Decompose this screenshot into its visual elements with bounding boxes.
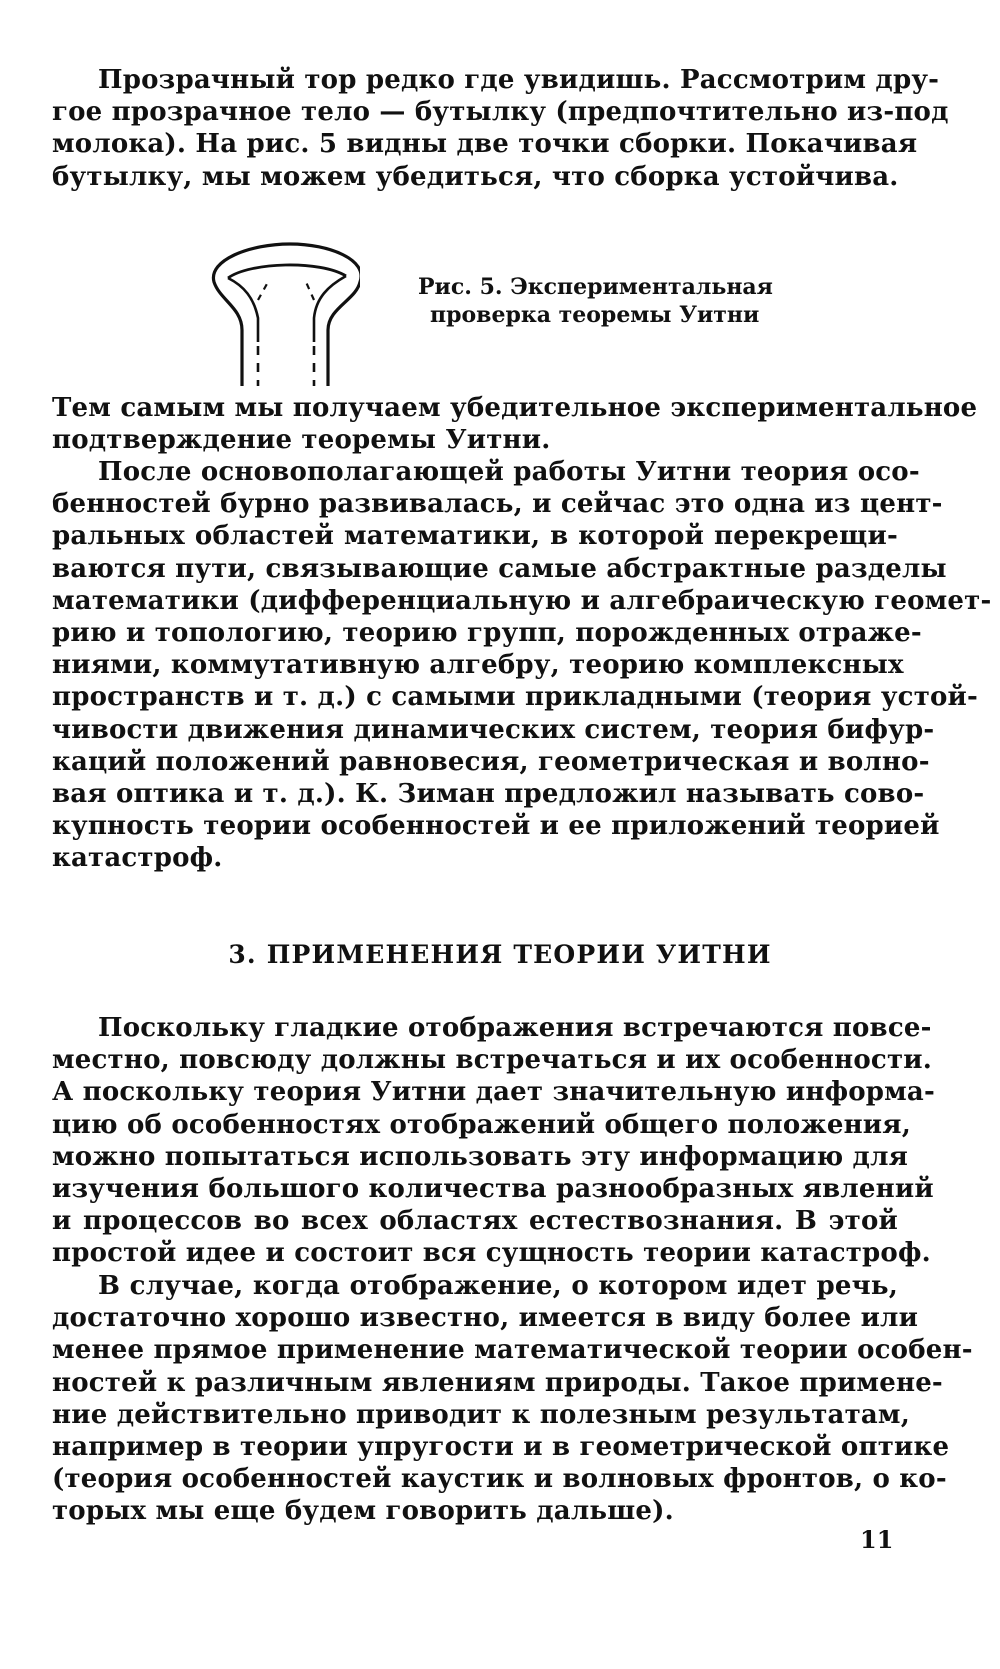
text-line: рию и топологию, теорию групп, порожденных отраже- (52, 618, 922, 649)
text-line: катастроф. (52, 843, 223, 874)
paragraph-4 (52, 1012, 935, 1270)
text-line: цию об особенностях отображений общего положения, (52, 1109, 911, 1140)
text-line: бенностей бурно развивалась, и сейчас это одна из цент- (52, 489, 943, 520)
text-line: простой идее и состоит вся сущность теории катастроф. (52, 1238, 931, 1269)
text-line: вая оптика и т. д.). К. Зиман предложил называть сово- (52, 779, 925, 810)
figure-caption-line: Рис. 5. Экспериментальная (418, 274, 773, 300)
text-line: достаточно хорошо известно, имеется в виду более или (52, 1303, 919, 1334)
text-line: (теория особенностей каустик и волновых фронтов, о ко- (52, 1464, 947, 1495)
text-line: и процессов во всех областях естествознания. В этой (52, 1206, 898, 1237)
text-line: После основополагающей работы Уитни теория осо- (98, 457, 920, 487)
text-line: ние действительно приводит к полезным результатам, (52, 1399, 910, 1430)
paragraph-3 (52, 456, 992, 875)
paragraph-1 (52, 64, 949, 193)
figure-caption-line: проверка теоремы Уитни (430, 302, 760, 328)
text-line: изучения большого количества разнообразных явлений (52, 1174, 934, 1205)
text-line: можно попытаться использовать эту информацию для (52, 1141, 909, 1172)
text-line: подтверждение теоремы Уитни. (52, 425, 551, 456)
text-line: местно, повсюду должны встречаться и их особенности. (52, 1045, 933, 1076)
text-line: каций положений равновесия, геометрическая и волно- (52, 746, 930, 777)
text-line: например в теории упругости и в геометрической оптике (52, 1432, 950, 1463)
bottle-diagram-icon (210, 238, 360, 388)
page-number: 11 (860, 1525, 894, 1554)
paragraph-2 (52, 392, 978, 456)
text-line: Поскольку гладкие отображения встречаются повсе- (98, 1013, 932, 1043)
text-line: чивости движения динамических систем, теория бифур- (52, 714, 935, 745)
text-line: бутылку, мы можем убедиться, что сборка устойчива. (52, 161, 899, 192)
text-line: ниями, коммутативную алгебру, теорию комплексных (52, 650, 904, 681)
text-line: менее прямое применение математической теории особен- (52, 1335, 973, 1366)
text-line: молока). На рис. 5 видны две точки сборки. Покачивая (52, 129, 918, 160)
text-line: ральных областей математики, в которой перекрещи- (52, 521, 898, 552)
figure-5 (210, 238, 360, 388)
text-line: пространств и т. д.) с самыми прикладными (теория устой- (52, 682, 979, 713)
paragraph-5 (52, 1270, 973, 1528)
text-line: купность теории особенностей и ее приложений теорией (52, 811, 940, 842)
text-line: ностей к различным явлениям природы. Такое примене- (52, 1367, 943, 1398)
text-line: Прозрачный тор редко где увидишь. Рассмотрим дру- (98, 65, 940, 95)
text-line: В случае, когда отображение, о котором идет речь, (98, 1271, 898, 1301)
text-line: гое прозрачное тело — бутылку (предпочтительно из-под (52, 97, 949, 128)
text-line: торых мы еще будем говорить дальше). (52, 1496, 674, 1527)
text-line: А поскольку теория Уитни дает значительную информа- (52, 1077, 935, 1108)
text-line: Тем самым мы получаем убедительное экспериментальное (52, 393, 978, 423)
section-heading: 3. ПРИМЕНЕНИЯ ТЕОРИИ УИТНИ (228, 940, 772, 969)
text-line: ваются пути, связывающие самые абстрактные разделы (52, 553, 947, 584)
text-line: математики (дифференциальную и алгебраическую геомет- (52, 585, 992, 616)
figure-caption (418, 273, 773, 329)
